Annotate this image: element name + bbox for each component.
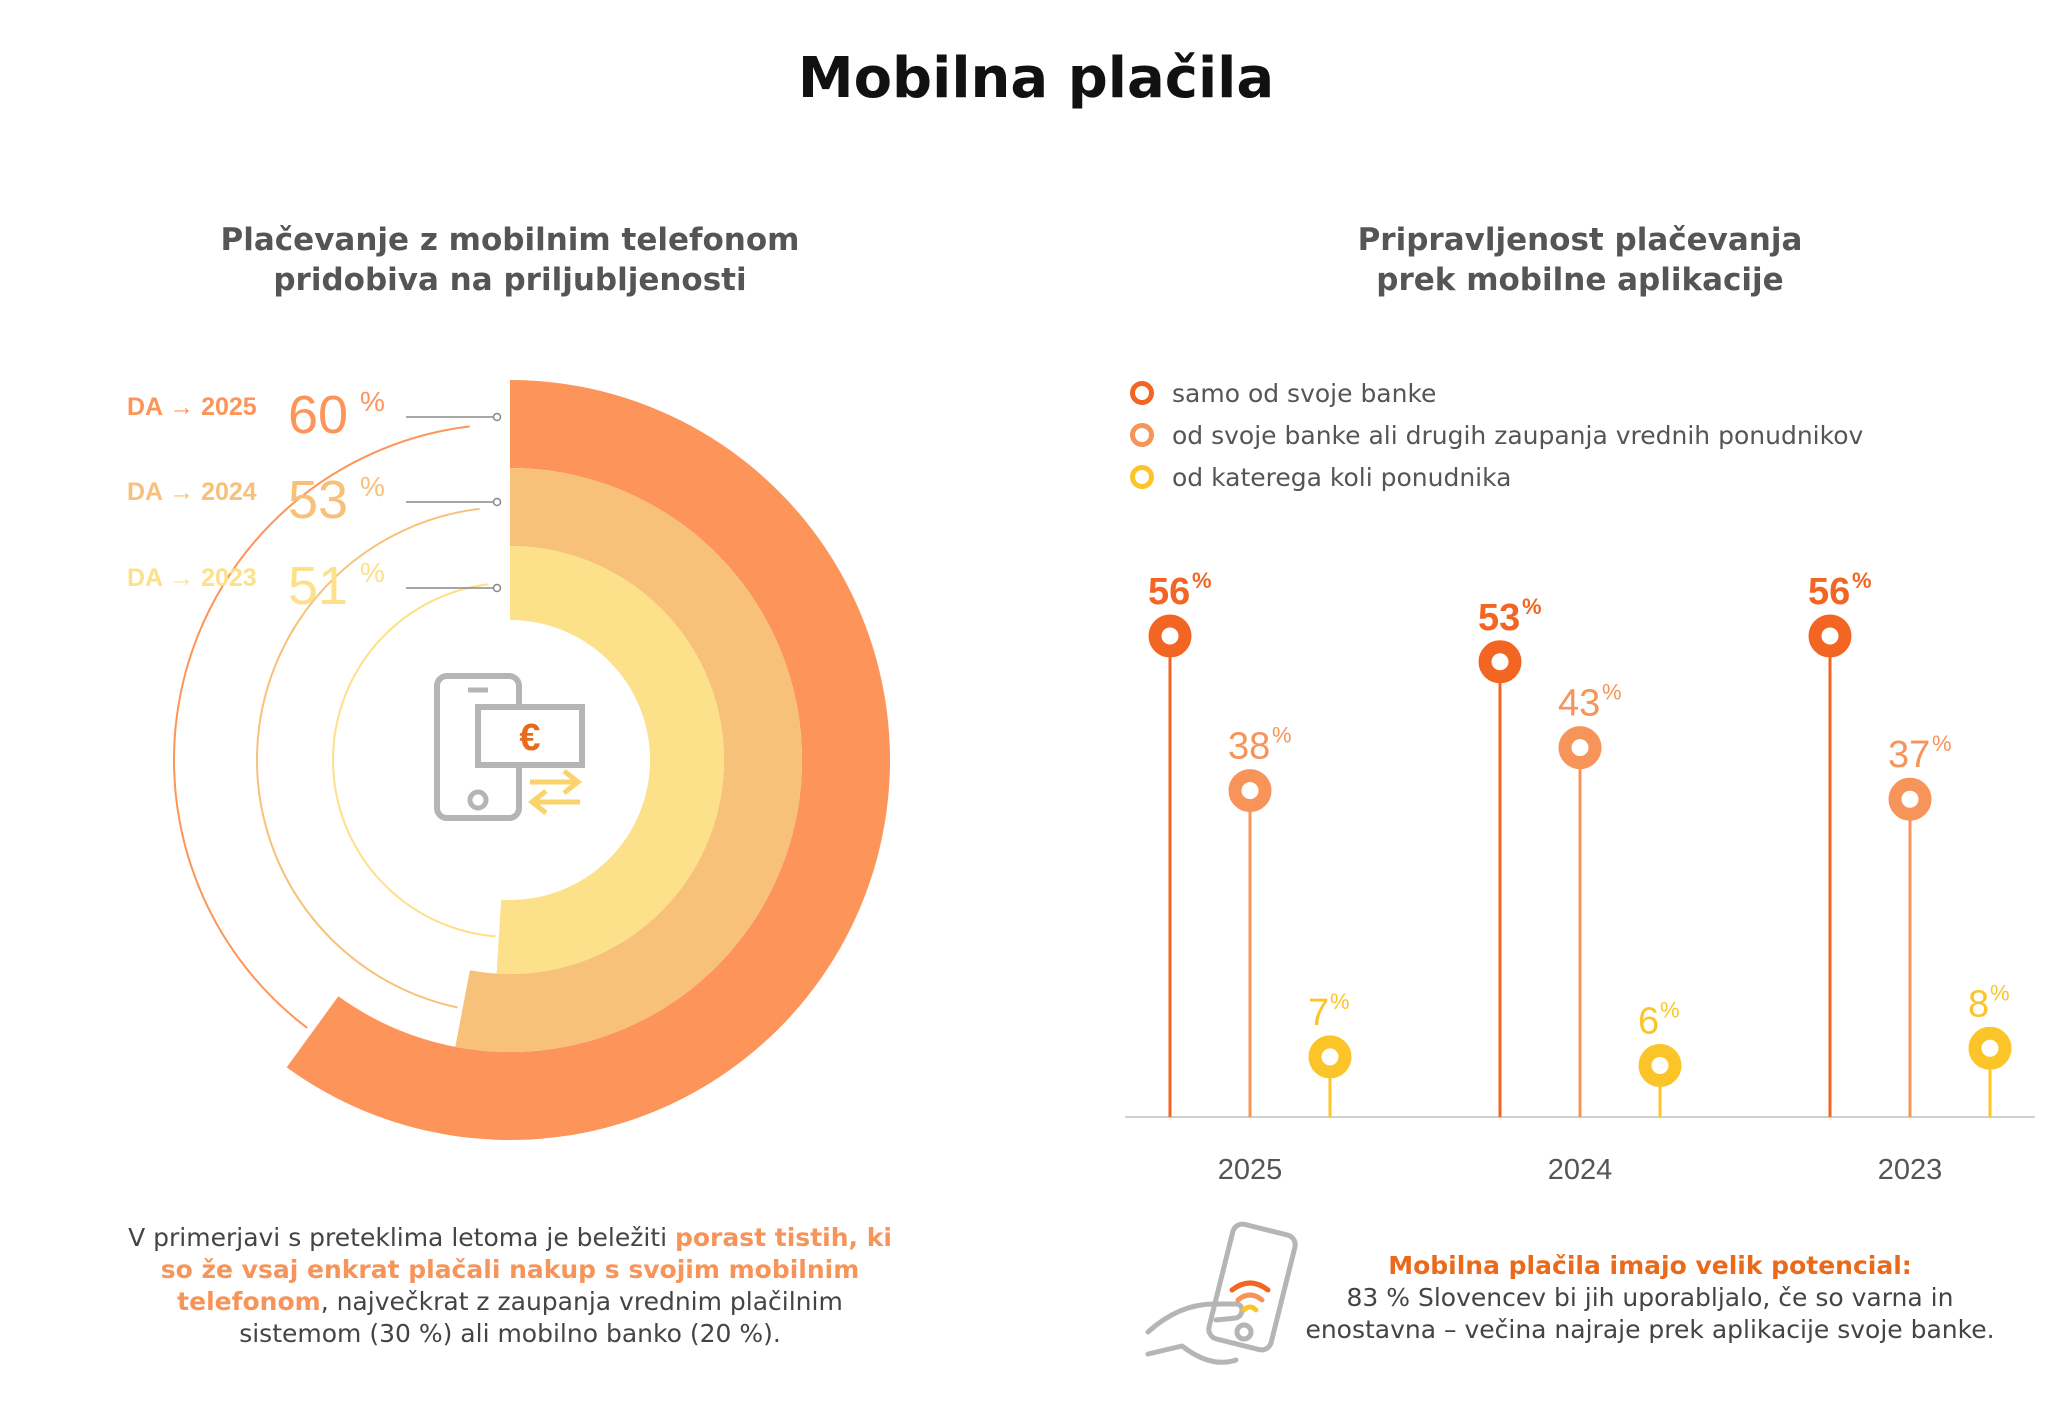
lollipop-point	[1565, 733, 1595, 763]
radial-unit-label: %	[360, 471, 385, 502]
radial-unit-label: %	[360, 557, 385, 588]
right-title-line-2: prek mobilne aplikacije	[1376, 262, 1784, 298]
lollipop-chart	[1100, 360, 2060, 1200]
lollipop-point	[1235, 776, 1265, 806]
lollipop-point	[1485, 647, 1515, 677]
lollipop-value-label: 56	[1808, 571, 1851, 613]
radial-value-label: 51	[288, 556, 349, 616]
lollipop-unit-label: %	[1272, 722, 1292, 748]
lollipop-value-label: 6	[1638, 1000, 1660, 1043]
left-caption-text-end: , največkrat z zaupanja vrednim plačilnim sistemom (30 %) ali mobilno banko (20 %).	[239, 1287, 843, 1348]
x-tick-label: 2023	[1877, 1154, 1943, 1186]
x-tick-label: 2024	[1547, 1154, 1613, 1186]
radial-year-label: DA → 2023	[127, 564, 257, 592]
radial-year-label: DA → 2025	[127, 393, 257, 421]
left-title-line-2: pridobiva na priljubljenosti	[273, 262, 747, 298]
left-caption-highlight: porast tistih, ki so že vsaj enkrat plačali nakup s svojim mobilnim telefonom	[160, 1223, 892, 1316]
lollipop-unit-label: %	[1522, 593, 1542, 619]
lollipop-point	[1815, 621, 1845, 651]
radial-chart	[0, 360, 1000, 1160]
lollipop-value-label: 43	[1558, 682, 1601, 725]
right-caption-line-2: 83 % Slovencev bi jih uporabljalo, če so varna in	[1346, 1283, 1954, 1312]
radial-track-2023	[333, 584, 495, 936]
lollipop-unit-label: %	[1660, 997, 1680, 1023]
right-caption	[1300, 1250, 2000, 1346]
lollipop-point	[1645, 1050, 1675, 1080]
left-caption	[120, 1222, 900, 1350]
lollipop-point	[1155, 621, 1185, 651]
phone-euro-transfer-icon	[437, 676, 582, 818]
lollipop-unit-label: %	[1852, 568, 1872, 593]
lollipop-unit-label: %	[1330, 988, 1350, 1014]
lollipop-value-label: 53	[1478, 596, 1521, 639]
lollipop-value-label: 37	[1888, 734, 1931, 777]
lollipop-unit-label: %	[1990, 980, 2010, 1006]
hand-phone-contactless-icon	[1140, 1220, 1320, 1380]
legend-label: od katerega koli ponudnika	[1172, 462, 1512, 492]
lollipop-value-label: 7	[1308, 991, 1330, 1034]
left-title-line-1: Plačevanje z mobilnim telefonom	[220, 222, 800, 258]
lollipop-value-label: 38	[1228, 725, 1271, 768]
lollipop-value-label: 56	[1148, 571, 1191, 613]
lollipop-value-label: 8	[1968, 983, 1990, 1026]
page-title: Mobilna plačila	[797, 46, 1275, 111]
lollipop-point	[1975, 1033, 2005, 1063]
left-panel-title	[180, 220, 840, 300]
right-caption-headline: Mobilna plačila imajo velik potencial:	[1388, 1251, 1912, 1280]
lollipop-unit-label: %	[1192, 568, 1212, 593]
radial-unit-label: %	[360, 386, 385, 417]
left-caption-text: V primerjavi s preteklima letoma je beležiti	[128, 1223, 675, 1252]
radial-leader-dot	[494, 499, 501, 506]
radial-leader-dot	[494, 585, 501, 592]
svg-text:€: €	[519, 717, 541, 759]
x-tick-label: 2025	[1217, 1154, 1283, 1186]
right-title-line-1: Pripravljenost plačevanja	[1357, 222, 1803, 258]
radial-leader-dot	[494, 414, 501, 421]
legend-label: samo od svoje banke	[1172, 378, 1437, 408]
right-panel-title	[1230, 220, 1930, 300]
lollipop-unit-label: %	[1602, 679, 1622, 705]
radial-year-label: DA → 2024	[127, 478, 257, 506]
legend-label: od svoje banke ali drugih zaupanja vrednih ponudnikov	[1172, 420, 1864, 450]
radial-value-label: 60	[288, 385, 349, 445]
radial-value-label: 53	[288, 470, 349, 530]
right-caption-line-3: enostavna – večina najraje prek aplikacije svoje banke.	[1305, 1315, 1995, 1344]
lollipop-point	[1895, 784, 1925, 814]
lollipop-unit-label: %	[1932, 731, 1952, 757]
lollipop-point	[1315, 1042, 1345, 1072]
